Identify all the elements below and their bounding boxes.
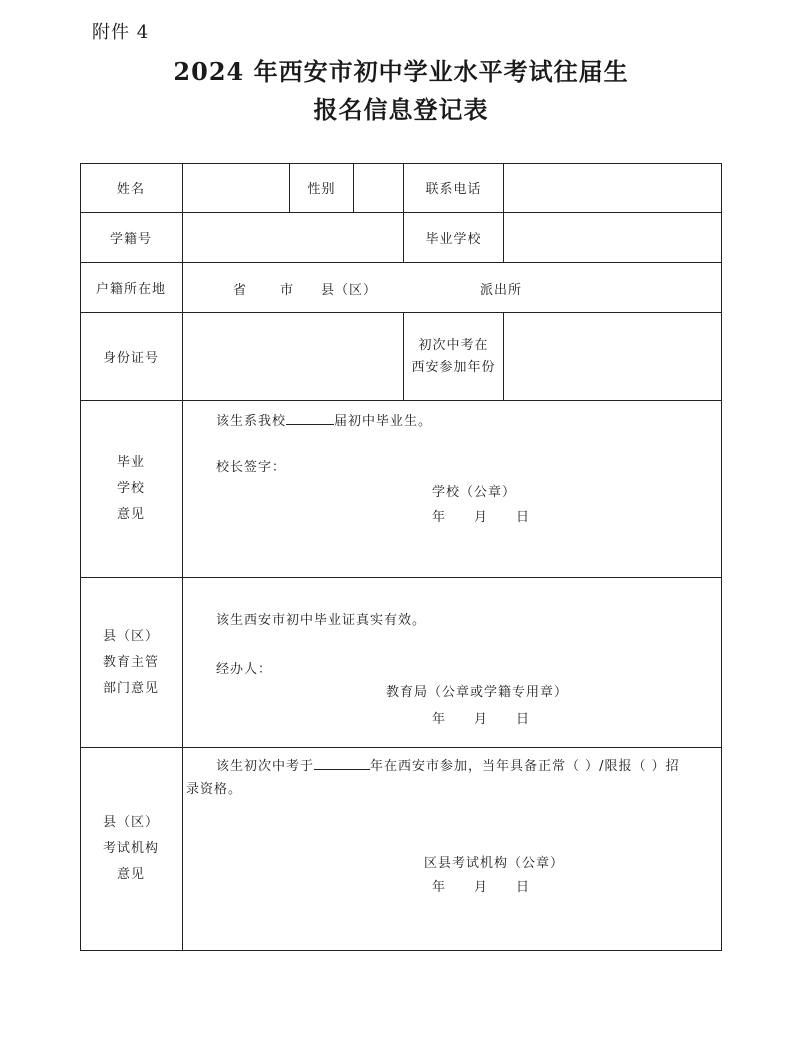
phone-field[interactable] xyxy=(504,163,722,213)
exam-statement: 该生初次中考于 年在西安市参加，当年具备正常（ ）/限报（ ）招 xyxy=(216,759,680,774)
province-text: 省 xyxy=(233,283,248,298)
registration-form-table xyxy=(80,163,722,951)
first-exam-year-blank[interactable] xyxy=(314,757,370,770)
graduate-school-field[interactable] xyxy=(504,213,722,263)
gender-label: 性别 xyxy=(290,163,354,213)
graduate-school-label: 毕业学校 xyxy=(404,213,504,263)
education-opinion-label: 县（区） 教育主管 部门意见 xyxy=(80,578,183,748)
first-exam-year-label: 初次中考在 西安参加年份 xyxy=(404,313,504,401)
city-text: 市 xyxy=(280,283,295,298)
police-station-text: 派出所 xyxy=(480,283,523,298)
education-seal-label: 教育局（公章或学籍专用章） xyxy=(386,685,569,700)
principal-signature-label: 校长签字： xyxy=(216,460,287,475)
school-date: 年 月 日 xyxy=(432,510,531,525)
school-seal-label: 学校（公章） xyxy=(432,485,517,500)
form-title-line2: 报名信息登记表 xyxy=(313,95,489,124)
phone-label: 联系电话 xyxy=(404,163,504,213)
household-address-field[interactable] xyxy=(183,263,722,313)
exam-statement-line2: 录资格。 xyxy=(186,782,243,797)
id-number-field[interactable] xyxy=(183,313,404,401)
household-label: 户籍所在地 xyxy=(80,263,183,313)
exam-opinion-label: 县（区） 考试机构 意见 xyxy=(80,748,183,951)
exam-opinion-field[interactable] xyxy=(183,748,722,951)
county-text: 县（区） xyxy=(321,283,378,298)
student-id-field[interactable] xyxy=(183,213,404,263)
education-statement: 该生西安市初中毕业证真实有效。 xyxy=(216,613,427,628)
handler-label: 经办人： xyxy=(216,662,273,677)
name-field[interactable] xyxy=(183,163,290,213)
name-label: 姓名 xyxy=(80,163,183,213)
form-title-line1: 2024 年西安市初中学业水平考试往届生 xyxy=(173,57,629,86)
school-opinion-label: 毕业 学校 意见 xyxy=(80,401,183,578)
first-exam-year-field[interactable] xyxy=(504,313,722,401)
education-date: 年 月 日 xyxy=(432,712,531,727)
gender-field[interactable] xyxy=(354,163,404,213)
student-id-label: 学籍号 xyxy=(80,213,183,263)
school-statement: 该生系我校 届初中毕业生。 xyxy=(216,414,433,429)
exam-date: 年 月 日 xyxy=(432,880,531,895)
id-number-label: 身份证号 xyxy=(80,313,183,401)
graduation-year-blank[interactable] xyxy=(286,412,334,425)
exam-seal-label: 区县考试机构（公章） xyxy=(424,856,565,871)
attachment-label: 附件 4 xyxy=(92,22,150,43)
